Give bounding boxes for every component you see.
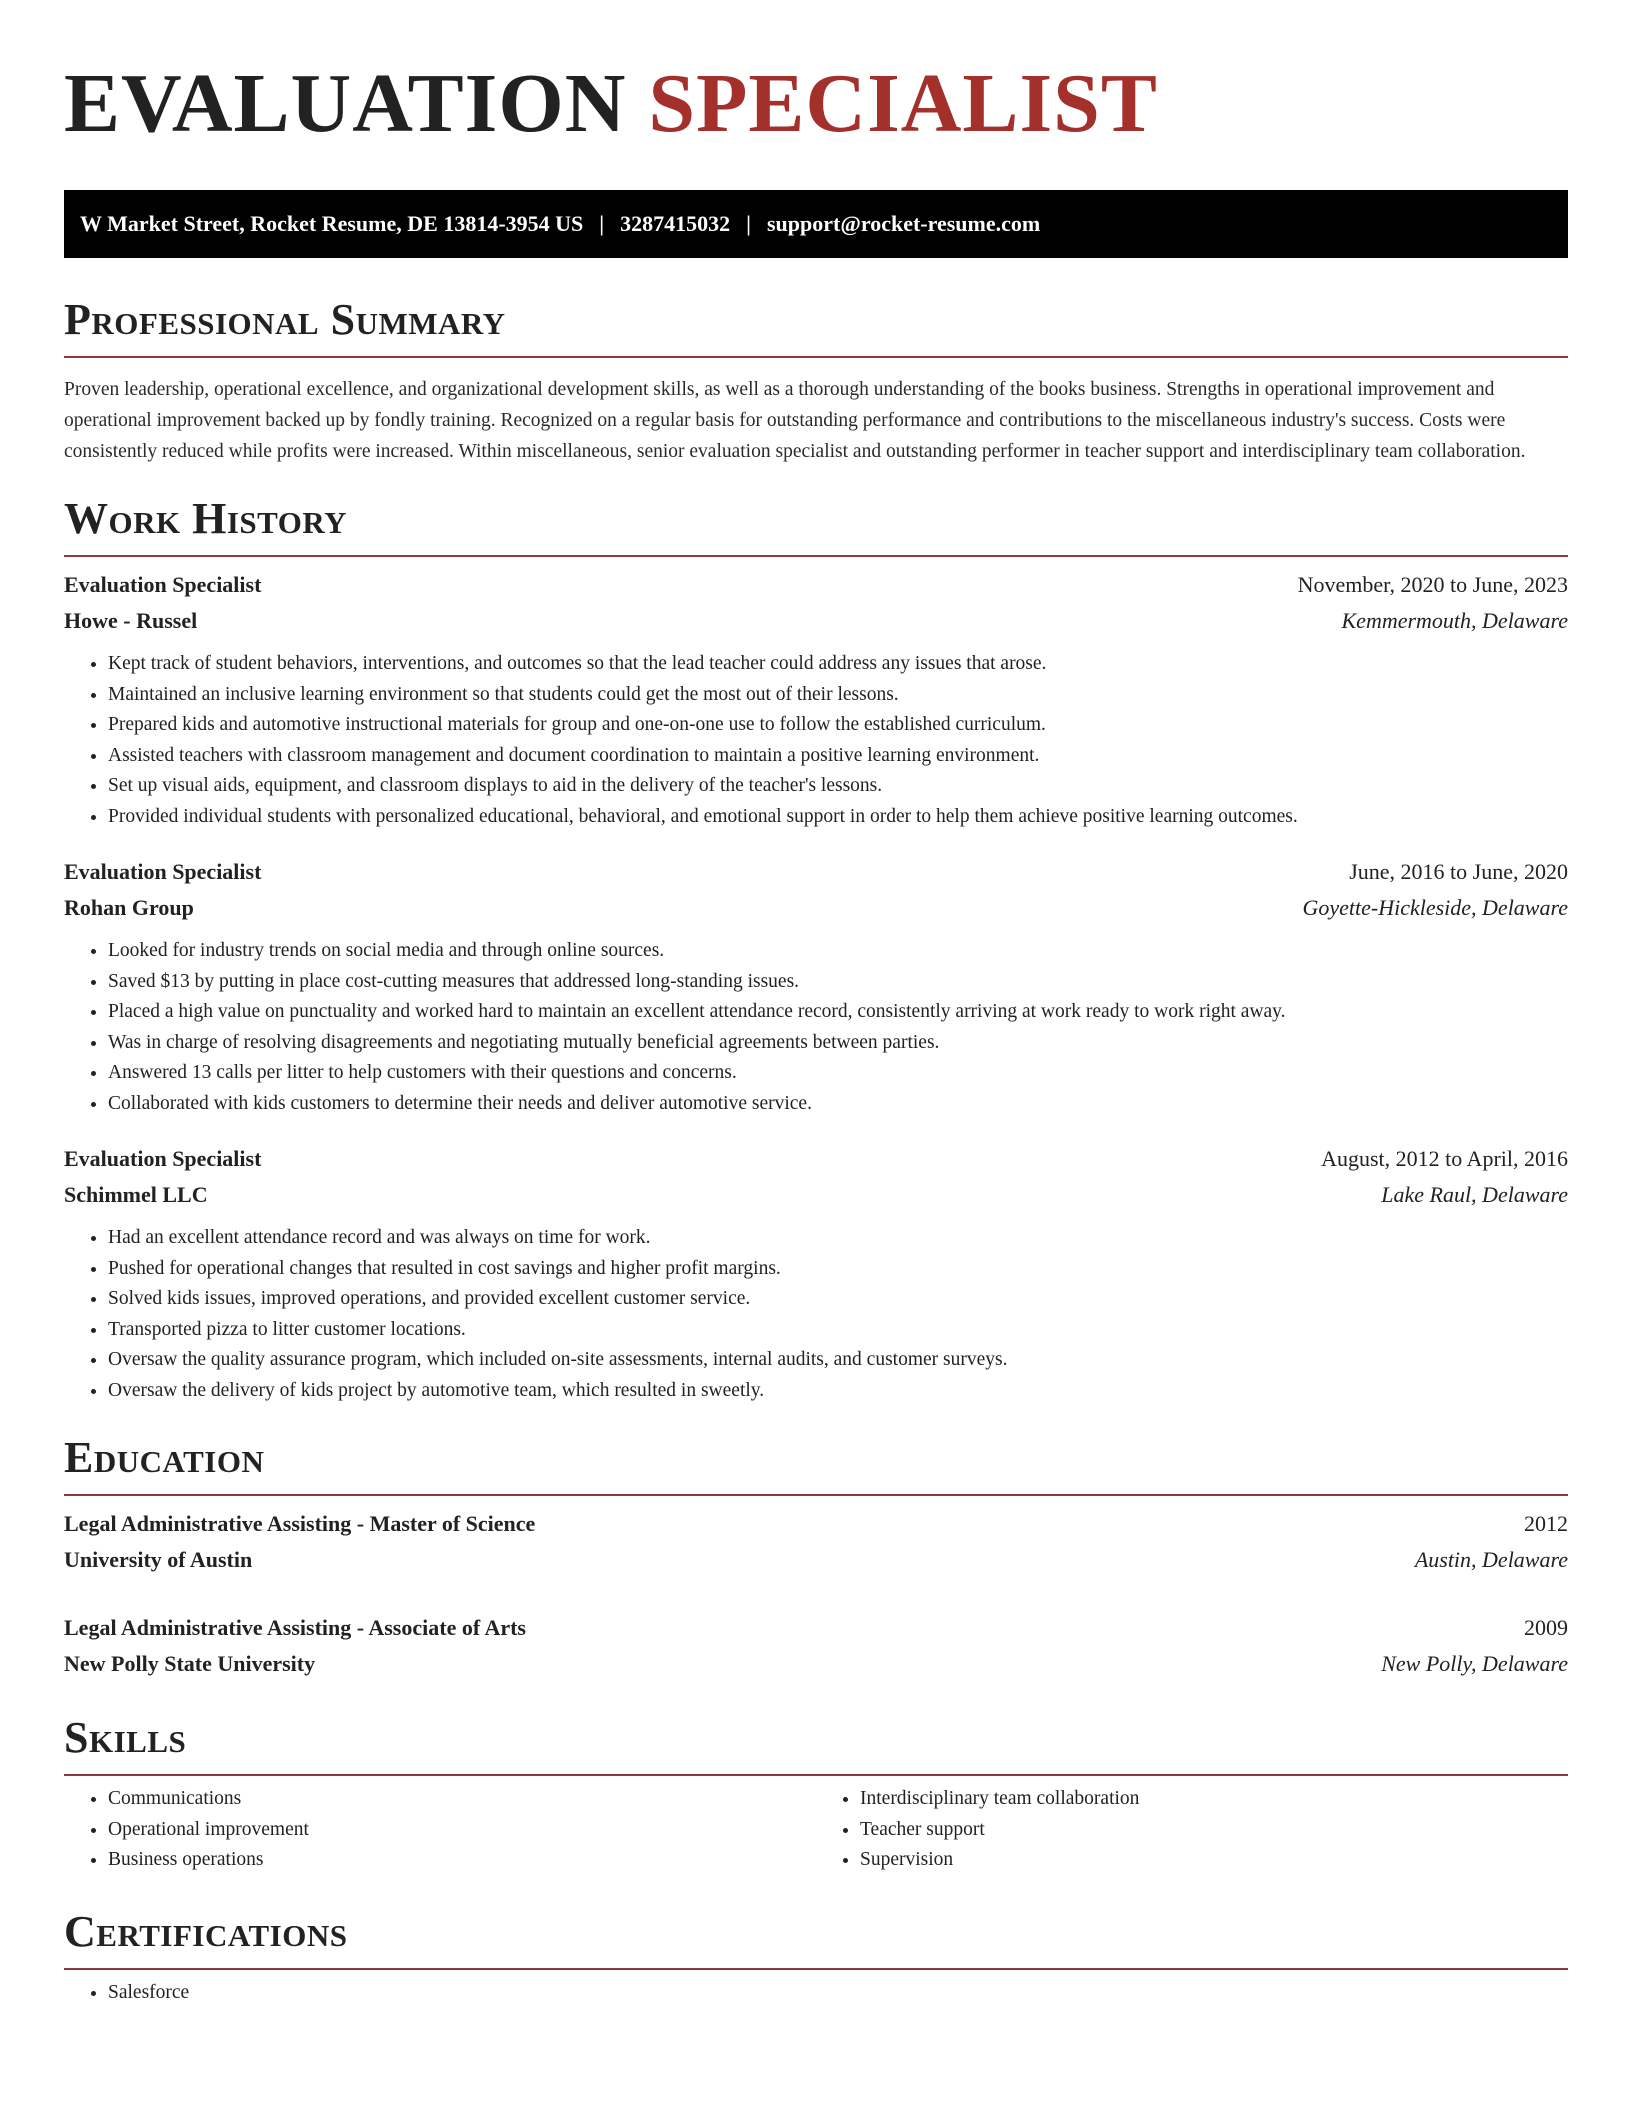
job-location: Goyette-Hickleside, Delaware — [1302, 895, 1568, 920]
work-history-section — [64, 493, 1568, 1406]
skills-section — [64, 1712, 1568, 1876]
education-entry — [64, 1506, 1568, 1578]
list-item: • Placed a high value on punctuality and worked hard to maintain an excellent attendance record, consistently arriving at work ready to work right away. — [108, 997, 1568, 1028]
name-second: SPECIALIST — [648, 57, 1158, 150]
list-item: • Collaborated with kids customers to determine their needs and deliver automotive service. — [108, 1089, 1568, 1120]
job-bullets — [64, 649, 1568, 832]
certification-item: • Salesforce — [108, 1978, 1568, 2009]
job-header-row — [64, 1141, 1568, 1177]
list-item: • Set up visual aids, equipment, and classroom displays to aid in the delivery of the teacher's lessons. — [108, 771, 1568, 802]
section-divider — [64, 1968, 1568, 1970]
list-item: • Saved $13 by putting in place cost-cutting measures that addressed long-standing issues. — [108, 967, 1568, 998]
job-location: Lake Raul, Delaware — [1381, 1182, 1568, 1207]
education-location: New Polly, Delaware — [1381, 1651, 1568, 1676]
certifications-section — [64, 1906, 1568, 2009]
education-header-row — [64, 1610, 1568, 1646]
section-divider — [64, 356, 1568, 358]
contact-separator: | — [746, 211, 751, 236]
contact-address: W Market Street, Rocket Resume, DE 13814-3954 US — [80, 211, 584, 236]
job-dates: November, 2020 to June, 2023 — [1297, 572, 1568, 597]
contact-separator: | — [599, 211, 605, 236]
job-company-row — [64, 603, 1568, 639]
job-entry — [64, 854, 1568, 1119]
job-company: Howe - Russel — [64, 608, 198, 633]
list-item: • Had an excellent attendance record and was always on time for work. — [108, 1223, 1568, 1254]
section-title-work: Work History — [64, 494, 348, 543]
resume-name — [64, 58, 1568, 150]
skill-item: • Supervision — [860, 1845, 1568, 1876]
education-location: Austin, Delaware — [1414, 1547, 1568, 1572]
section-title-summary: Professional Summary — [64, 295, 506, 344]
section-title-certifications: Certifications — [64, 1906, 348, 1956]
education-year: 2012 — [1524, 1511, 1568, 1536]
education-section — [64, 1432, 1568, 1682]
skill-item: • Teacher support — [860, 1815, 1568, 1846]
job-company: Schimmel LLC — [64, 1182, 208, 1207]
list-item: • Provided individual students with personalized educational, behavioral, and emotional support in order to help them achieve positive learning outcomes. — [108, 802, 1568, 833]
section-title-education: Education — [64, 1433, 265, 1482]
job-role: Evaluation Specialist — [64, 859, 262, 884]
job-bullets — [64, 936, 1568, 1119]
contact-bar — [64, 190, 1568, 258]
education-degree: Legal Administrative Assisting - Associate of Arts — [64, 1615, 526, 1640]
education-school: University of Austin — [64, 1547, 253, 1572]
education-header-row — [64, 1506, 1568, 1542]
education-school-row — [64, 1646, 1568, 1682]
section-divider — [64, 1494, 1568, 1496]
skill-item: • Operational improvement — [108, 1815, 816, 1846]
list-item: • Oversaw the quality assurance program, which included on-site assessments, internal audits, and customer surveys. — [108, 1345, 1568, 1376]
skills-list-left — [64, 1784, 816, 1876]
list-item: • Kept track of student behaviors, interventions, and outcomes so that the lead teacher could address any issues that arose. — [108, 649, 1568, 680]
name-first: EVALUATION — [64, 57, 627, 150]
list-item: • Oversaw the delivery of kids project by automotive team, which resulted in sweetly. — [108, 1376, 1568, 1407]
job-role: Evaluation Specialist — [64, 1146, 262, 1171]
list-item: • Pushed for operational changes that resulted in cost savings and higher profit margins. — [108, 1254, 1568, 1285]
list-item: • Was in charge of resolving disagreements and negotiating mutually beneficial agreements between parties. — [108, 1028, 1568, 1059]
job-company: Rohan Group — [64, 895, 194, 920]
skill-item: • Interdisciplinary team collaboration — [860, 1784, 1568, 1815]
summary-text: Proven leadership, operational excellence, and organizational development skills, as well as a thorough understanding of the books business. Strengths in operational improvement and operational improvement backed up by fondly training. Recognized on a regular basis for outstanding performance and contributions to the miscellaneous industry's success. Costs were consistently reduced while profits were increased. Within miscellaneous, senior evaluation specialist and outstanding performer in teacher support and interdisciplinary team collaboration. — [64, 379, 1526, 462]
contact-phone: 3287415032 — [620, 211, 731, 236]
section-title-skills: Skills — [64, 1713, 187, 1762]
list-item: • Prepared kids and automotive instructional materials for group and one-on-one use to follow the established curriculum. — [108, 710, 1568, 741]
summary-section — [64, 294, 1568, 467]
list-item: • Assisted teachers with classroom management and document coordination to maintain a positive learning environment. — [108, 741, 1568, 772]
education-school-row — [64, 1542, 1568, 1578]
job-header-row — [64, 567, 1568, 603]
job-entry — [64, 1141, 1568, 1406]
list-item: • Solved kids issues, improved operations, and provided excellent customer service. — [108, 1284, 1568, 1315]
job-entry — [64, 567, 1568, 832]
job-bullets — [64, 1223, 1568, 1406]
certifications-list — [64, 1978, 1568, 2009]
skills-list-right — [816, 1784, 1568, 1876]
job-company-row — [64, 1177, 1568, 1213]
job-location: Kemmermouth, Delaware — [1341, 608, 1568, 633]
section-divider — [64, 555, 1568, 557]
skills-grid — [64, 1784, 1568, 1876]
contact-email: support@rocket-resume.com — [767, 211, 1041, 236]
job-dates: August, 2012 to April, 2016 — [1321, 1146, 1568, 1171]
skill-item: • Business operations — [108, 1845, 816, 1876]
education-school: New Polly State University — [64, 1651, 316, 1676]
skill-item: • Communications — [108, 1784, 816, 1815]
job-role: Evaluation Specialist — [64, 572, 262, 597]
list-item: • Answered 13 calls per litter to help customers with their questions and concerns. — [108, 1058, 1568, 1089]
list-item: • Looked for industry trends on social media and through online sources. — [108, 936, 1568, 967]
job-header-row — [64, 854, 1568, 890]
education-degree: Legal Administrative Assisting - Master of Science — [64, 1511, 536, 1536]
list-item: • Transported pizza to litter customer locations. — [108, 1315, 1568, 1346]
job-company-row — [64, 890, 1568, 926]
section-divider — [64, 1774, 1568, 1776]
education-entry — [64, 1610, 1568, 1682]
job-dates: June, 2016 to June, 2020 — [1349, 859, 1568, 884]
education-year: 2009 — [1524, 1615, 1568, 1640]
list-item: • Maintained an inclusive learning environment so that students could get the most out of their lessons. — [108, 680, 1568, 711]
